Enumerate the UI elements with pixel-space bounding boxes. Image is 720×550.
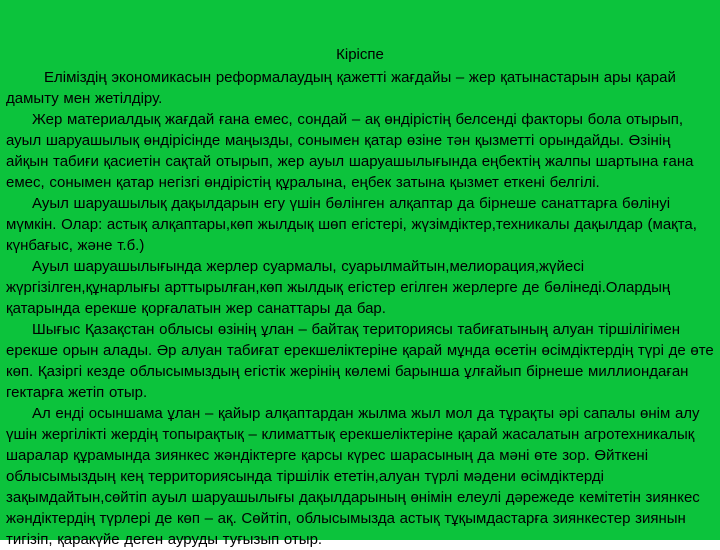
paragraph: Ауыл шаруашылығында жерлер суармалы, суарылмайтын,мелиорация,жүйесі жүргізілген,құнарлығы арттырылған,көп жылдық егістер егілген жерлерге де бөлінеді.Олардың қатарында ерекше қорғалатын жер санаттары да бар.: [6, 258, 671, 317]
paragraph: Шығыс Қазақстан облысы өзінің ұлан – байтақ териториясы табиғатының алуан тіршілігімен ерекше орын алады. Әр алуан табиғат ерекшеліктеріне қарай мұнда өсетін өсімдіктердің түрі де өте көп. Қазіргі кезде облысымыздың егістік жерінің көлемі барынша ұлғайып бірнеше миллиондаған гектарға жетіп отыр.: [6, 321, 714, 401]
slide-title: Кіріспе: [336, 46, 384, 63]
paragraph: Еліміздің экономикасын реформалаудың қажетті жағдайы – жер қатынастарын ары қарай дамыту мен жетілдіру.: [6, 69, 676, 107]
paragraph: Ал енді осыншама ұлан – қайыр алқаптардан жылма жыл мол да тұрақты әрі сапалы өнім алу үшін жергілікті жердің топырақтық – климаттық ерекшеліктеріне қарай жасалатын агротехникалық шаралар құрамында зиянкес жәндіктерге қарсы күрес шарасының да мәні өте зор. Өйткені облысымыздың кең территориясында тіршілік ететін,алуан түрлі мәдени өсімдіктерді зақымдайтын,сөйтіп ауыл шаруашылығы дақылдарының өнімін елеулі дәрежеде кемітетін зиянкес жәндіктердің түрлері де көп – ақ. Сөйтіп, облысымызда астық тұқымдастарға зиянкестер зиянын тигізіп, қаракүйе деген ауруды туғызып отыр.: [6, 405, 700, 548]
paragraph: Ауыл шаруашылық дақылдарын егу үшін бөлінген алқаптар да бірнеше санаттарға бөлінуі мүмкін. Олар: астық алқаптары,көп жылдық шөп егістері, жүзімдіктер,техникалы дақылдар (мақта, күнбағыс, және т.б.): [6, 195, 697, 254]
slide-body: [6, 67, 714, 550]
paragraph: Жер материалдық жағдай ғана емес, сондай – ақ өндірістің белсенді факторы бола отырып, ауыл шаруашылық өндірісінде маңызды, сонымен қатар өзіне тән қызметті орындайды. Өзінің айқын табиғи қасиетін сақтай отырып, жер ауыл шаруашылығында еңбектің жалпы шартына ғана емес, сонымен қатар негізгі өндірістің құралына, еңбек затына қызмет еткені белгілі.: [6, 111, 694, 191]
